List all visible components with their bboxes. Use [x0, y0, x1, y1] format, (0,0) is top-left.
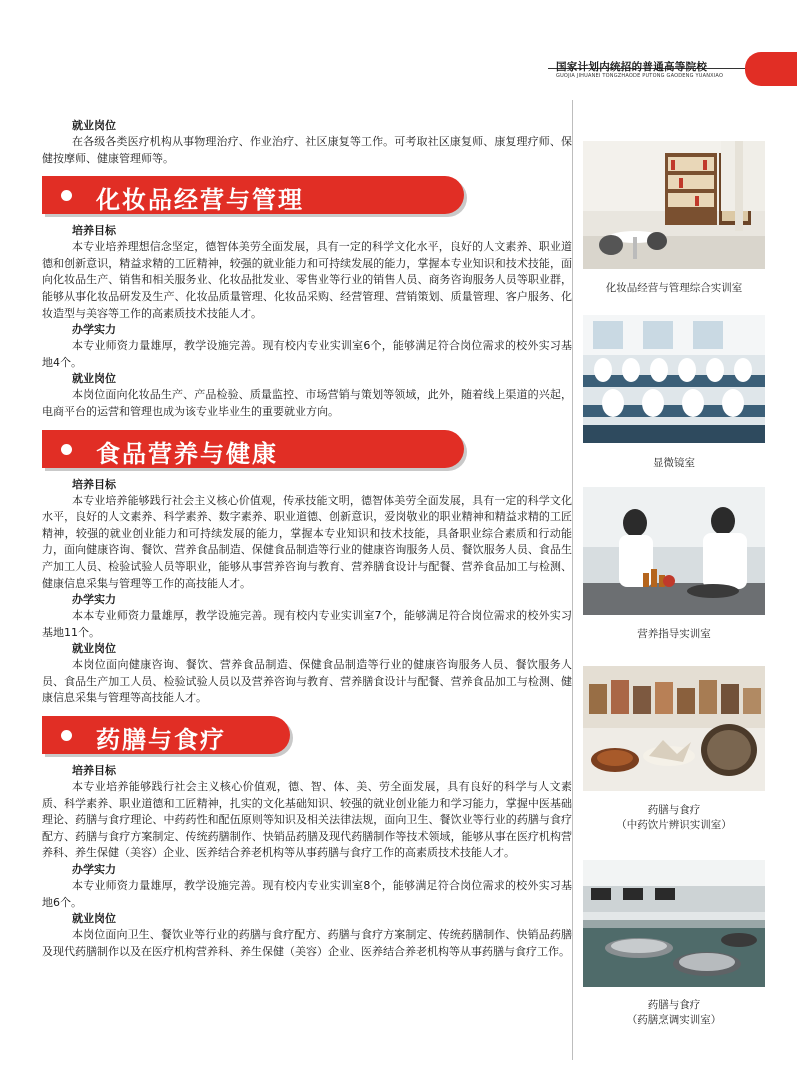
photo-caption: 营养指导实训室 — [637, 628, 711, 640]
section-title: 食品营养与健康 — [96, 439, 278, 468]
goal-text: 本专业培养理想信念坚定，德智体美劳全面发展，具有一定的科学文化水平，良好的人文素养、职业道德和创新意识，精益求精的工匠精神，较强的就业能力和可持续发展的能力，掌握本专业知识和技术技能，面向化妆品生产、销售和相关服务业、化妆品批发业、零售业等行业的销售人员、商务咨询服务人员等职业群，能够从事化妆品研发及生产、化妆品质量管理、化妆品采购、经营管理、营销策划、质量管理、客户服务、化妆造型与美容等工作的高素质技术技能人才。 — [42, 240, 572, 320]
main-column — [42, 118, 572, 960]
photo-caption: 化妆品经营与管理综合实训室 — [605, 282, 743, 294]
photo-caption: 显微镜室 — [653, 457, 695, 469]
header-subtitle: GUOJIA JIHUANEI TONGZHAODE PUTONG GAODENG YUANXIAO — [556, 73, 724, 79]
goal-label: 培养目标 — [72, 764, 116, 778]
header-title: 国家计划内统招的普通高等院校 — [556, 61, 708, 73]
herbal-lab-photo — [583, 666, 765, 791]
cooking-lab-photo — [583, 860, 765, 987]
header-red-tab — [745, 52, 797, 86]
strength-text: 本专业师资力量雄厚，教学设施完善。现有校内专业实训室6个，能够满足符合岗位需求的校外实习基地4个。 — [42, 339, 572, 369]
photo-caption-line2: （药膳烹调实训室） — [626, 1014, 722, 1026]
employment-text: 本岗位面向健康咨询、餐饮、营养食品制造、保健食品制造等行业的健康咨询服务人员、餐饮服务人员、食品生产加工人员、检验试验人员以及营养咨询与教育、营养膳食设计与配餐、营养食品加工与检测、健康信息采集与管理等高技能人才。 — [42, 658, 572, 705]
photo-caption-line1: 药膳与食疗 — [647, 999, 701, 1011]
microscope-lab-photo — [583, 315, 765, 443]
photo-caption-line2: （中药饮片辨识实训室） — [616, 819, 732, 831]
section-title-bar-cosmetics — [42, 176, 464, 214]
strength-label: 办学实力 — [72, 863, 116, 877]
employment-label: 就业岗位 — [72, 642, 116, 656]
section-title-bar-medicinal-diet — [42, 716, 290, 754]
employment-label: 就业岗位 — [72, 372, 116, 386]
employment-text: 本岗位面向卫生、餐饮业等行业的药膳与食疗配方、药膳与食疗方案制定、传统药膳制作、快销品药膳及现代药膳制作以及在医疗机构营养科、养生保健（美容）企业、医养结合养老机构等从事药膳与食疗工作。 — [42, 928, 572, 958]
strength-text: 本专业师资力量雄厚，教学设施完善。现有校内专业实训室8个，能够满足符合岗位需求的校外实习基地6个。 — [42, 879, 572, 909]
employment-text: 本岗位面向化妆品生产、产品检验、质量监控、市场营销与策划等领域，此外，随着线上渠道的兴起，电商平台的运营和管理也成为该专业毕业生的重要就业方向。 — [42, 388, 572, 418]
intro-employment-text: 在各级各类医疗机构从事物理治疗、作业治疗、社区康复等工作。可考取社区康复师、康复理疗师、保健按摩师、健康管理师等。 — [42, 135, 572, 165]
section-title-bar-food-nutrition — [42, 430, 464, 468]
bullet-dot-icon — [61, 444, 72, 455]
nutrition-lab-photo — [583, 487, 765, 615]
goal-text: 本专业培养能够践行社会主义核心价值观，德、智、体、美、劳全面发展，具有良好的科学与人文素质、科学素养、职业道德和工匠精神，扎实的文化基础知识、较强的就业创业能力和学习能力，掌握中医基础理论、药膳与食疗理论、中药药性和配伍原则等知识及相关法律法规，面向卫生、餐饮业等行业的药膳与食疗配方、药膳与食疗方案制定、传统药膳制作、快销品药膳及现代药膳制作等技术领域，能够从事在医疗机构营养科、养生保健（美容）企业、医养结合养老机构等从事药膳与食疗工作的高素质技术技能人才。 — [42, 780, 572, 860]
strength-label: 办学实力 — [72, 593, 116, 607]
bullet-dot-icon — [61, 190, 72, 201]
cosmetics-lab-photo — [583, 141, 765, 269]
intro-employment-label: 就业岗位 — [72, 119, 116, 132]
page-header — [0, 52, 797, 92]
goal-label: 培养目标 — [72, 477, 116, 491]
goal-label: 培养目标 — [72, 224, 116, 238]
strength-text: 本本专业师资力量雄厚，教学设施完善。现有校内专业实训室7个，能够满足符合岗位需求的校外实习基地11个。 — [42, 609, 572, 639]
section-title: 化妆品经营与管理 — [96, 186, 304, 215]
goal-text: 本专业培养能够践行社会主义核心价值观，传承技能文明，德智体美劳全面发展，具有一定的科学文化水平，良好的人文素养、科学素养、数字素养、职业道德、创新意识，爱岗敬业的职业精神和精益求精的工匠精神，较强的就业创业能力和可持续发展的能力，掌握本专业知识和技术技能，具备职业综合素质和行动能力，面向健康咨询、餐饮、营养食品制造、保健食品制造等行业的健康咨询服务人员、餐饮服务人员、食品生产加工人员、检验试验人员等职业，能够从事营养咨询与教育、营养膳食设计与配餐、营养食品加工与检测、健康信息采集与管理等工作的高技能人才。 — [42, 493, 572, 590]
photo-caption-line1: 药膳与食疗 — [647, 804, 701, 816]
strength-label: 办学实力 — [72, 323, 116, 337]
column-divider — [572, 100, 573, 1060]
bullet-dot-icon — [61, 730, 72, 741]
section-title: 药膳与食疗 — [96, 726, 226, 755]
employment-label: 就业岗位 — [72, 912, 116, 926]
